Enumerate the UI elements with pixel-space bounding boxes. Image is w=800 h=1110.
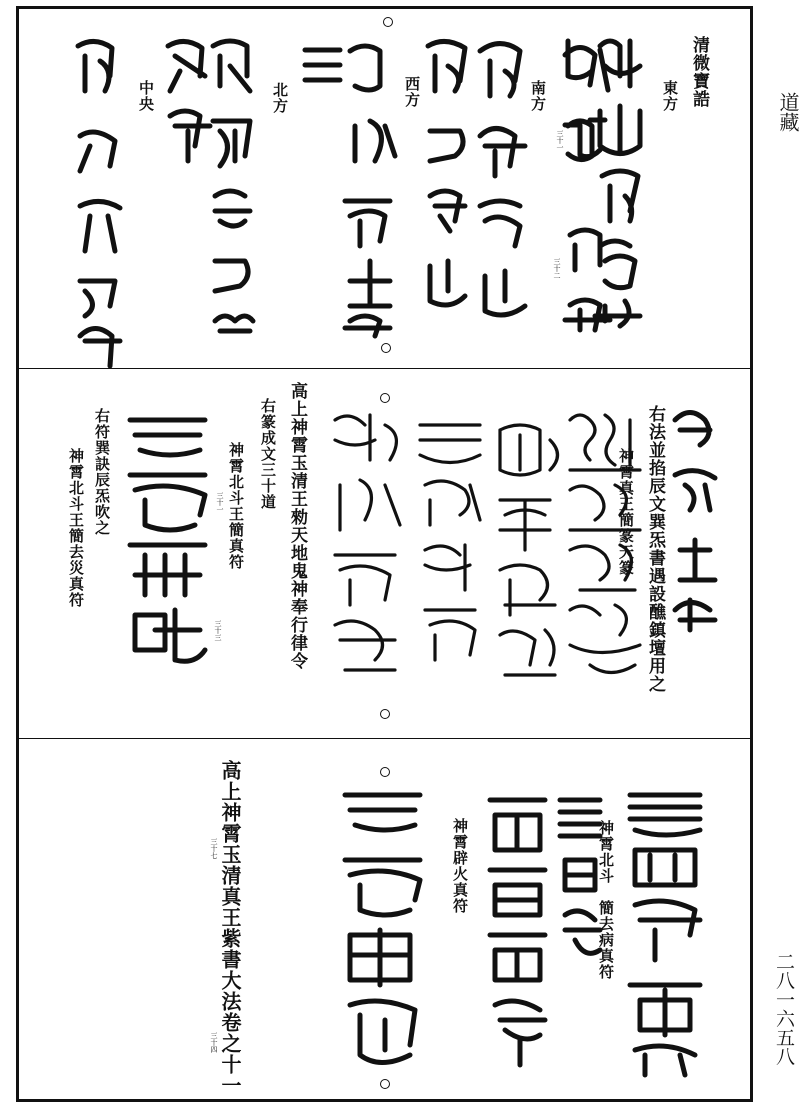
direction-label-north: 北方 [271,82,289,114]
seal-script-glyph [490,800,545,850]
seal-script-glyph [430,261,465,305]
seal-script-glyph [680,540,715,580]
page-number: 二八一六五八 [773,952,795,1066]
talisman-glyph [625,785,710,1075]
book-end-title: 高上神霄玉清真王紫書大法卷之十一 [218,760,242,1096]
seal-script-glyph [425,610,475,660]
seal-script-glyph [500,425,558,475]
seal-script-glyph [168,41,205,91]
seal-script-glyph [430,131,463,161]
seal-script-column [560,30,620,330]
seal-script-glyph [350,261,390,306]
small-note: 三十四 [210,1032,218,1053]
binding-hole-icon [383,17,393,27]
seal-script-glyph [560,800,600,836]
seal-script-column [420,36,480,326]
seal-script-glyph [675,600,715,630]
seal-script-glyph [215,261,248,291]
talisman-caption: 神霄北斗王簡去災真符 [67,448,85,608]
seal-script-column [325,410,415,680]
seal-text-note: 右篆成文三十道 [259,398,277,510]
seal-script-glyph [565,860,595,890]
seal-script-glyph [570,415,640,470]
seal-script-glyph [80,281,115,316]
seal-script-column [490,420,570,690]
talisman-caption: 神霄北斗 簡去病真符 [597,820,615,980]
seal-script-glyph [570,545,635,590]
seal-script-glyph [570,485,640,530]
instruction-text: 右符巽訣辰炁吹之 [93,408,111,536]
seal-script-glyph [345,201,390,246]
seal-script-glyph [635,850,695,885]
seal-script-glyph [350,930,410,985]
seal-script-column [300,40,350,100]
margin-title: 道藏 [776,92,800,132]
seal-script-glyph [570,230,600,270]
seal-script-glyph [570,605,640,673]
talisman-glyph [340,775,430,1075]
seal-script-glyph [485,271,525,315]
talisman-glyph [125,405,215,675]
seal-script-glyph [565,300,610,330]
seal-script-glyph [500,630,555,675]
seal-script-glyph [130,420,205,455]
section-title: 清微寶誥 [689,36,709,108]
binding-hole-icon [380,1079,390,1089]
seal-script-glyph [480,44,520,97]
seal-script-glyph [480,201,520,246]
decree-title: 高上神霄玉清王勑天地鬼神奉行律令 [287,382,307,670]
seal-script-glyph [215,191,250,226]
seal-script-glyph [130,545,205,595]
seal-script-glyph [420,425,480,463]
binding-hole-icon [381,343,391,353]
seal-script-glyph [480,129,525,177]
seal-script-glyph [305,50,340,80]
instruction-text: 右法並掐辰文巽炁書遇設醮鎮壇用之 [645,405,665,693]
seal-script-column [340,36,410,326]
seal-script-glyph [565,911,600,953]
seal-script-glyph [630,795,700,835]
binding-hole-icon [380,709,390,719]
seal-script-glyph [675,471,715,510]
direction-label-center: 中央 [137,80,155,112]
seal-script-glyph [490,870,545,915]
seal-script-glyph [490,935,545,980]
seal-script-column [470,36,540,326]
seal-script-glyph [350,1001,415,1063]
talisman-glyph [555,790,610,970]
seal-script-glyph [345,860,420,915]
seal-script-glyph [80,132,115,171]
direction-label-west: 西方 [403,76,421,108]
small-note: 三十七 [210,838,218,859]
talisman-glyph [485,790,555,1070]
seal-script-glyph [170,111,210,161]
seal-script-glyph [430,191,465,231]
seal-script-column [670,400,720,630]
seal-script-glyph [78,41,112,91]
seal-script-column [560,410,650,680]
seal-script-glyph [495,1001,545,1065]
seal-script-glyph [80,201,120,251]
seal-script-glyph [135,610,205,661]
small-note: 三十一 [216,492,224,513]
seal-script-glyph [335,621,395,670]
seal-script-glyph [350,46,380,90]
section-divider [16,738,753,739]
seal-script-glyph [675,413,710,446]
seal-script-glyph [428,41,465,91]
seal-script-glyph [340,480,400,530]
seal-script-glyph [565,48,608,91]
seal-script-glyph [500,565,555,615]
seal-script-column [415,415,495,685]
seal-script-glyph [355,121,395,161]
seal-script-column [160,36,220,166]
seal-script-glyph [630,985,700,1035]
seal-script-glyph [335,415,396,460]
seal-script-glyph [425,481,480,525]
seal-script-glyph [130,475,205,530]
section-divider [16,368,753,369]
seal-script-glyph [635,901,700,960]
seal-script-glyph [215,316,253,331]
seal-script-glyph [335,555,395,605]
seal-script-glyph [425,545,470,590]
seal-script-glyph [500,500,550,550]
binding-hole-icon [380,393,390,403]
seal-script-column [70,36,130,326]
talisman-caption: 神霄辟火真符 [451,818,469,914]
small-note: 三十三 [214,620,222,641]
small-note: 三十二 [553,258,561,279]
direction-label-south: 南方 [529,80,547,112]
direction-label-east: 東方 [661,80,679,112]
seal-script-glyph [345,795,420,830]
talisman-caption: 神霄真王簡篆天篆 [617,448,635,576]
seal-script-glyph [635,1046,695,1075]
seal-script-glyph [565,120,605,157]
small-note: 三十一 [556,130,564,151]
talisman-caption: 神霄北斗王簡真符 [227,442,245,570]
